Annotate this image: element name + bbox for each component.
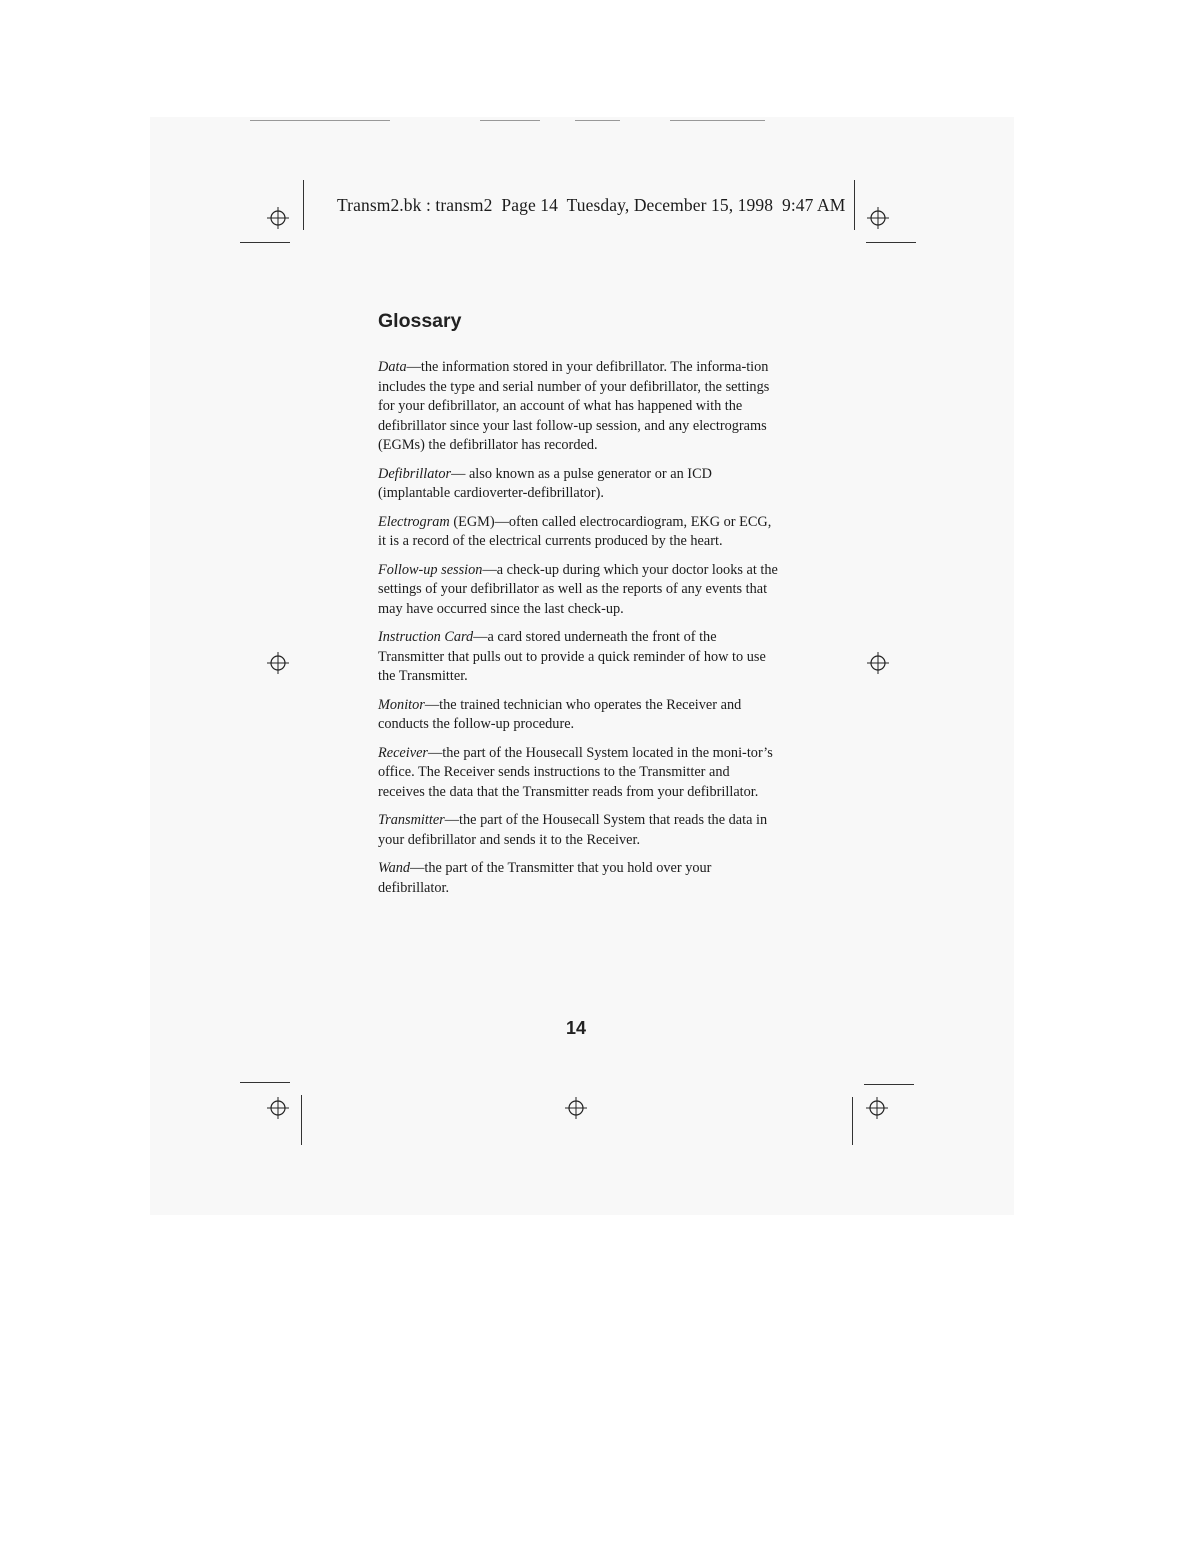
glossary-entry-instruction-card bbox=[378, 628, 778, 687]
page-title: Glossary bbox=[378, 310, 462, 332]
registration-mark-icon bbox=[267, 1097, 289, 1119]
registration-mark-icon bbox=[867, 207, 889, 229]
crop-mark-top-right-horizontal bbox=[866, 242, 916, 243]
glossary-definition: —a check-up during which your doctor looks at the settings of your defibrillator as well as the reports of any events that may have occurred since the last check-up. bbox=[378, 561, 778, 617]
glossary-term: Instruction Card bbox=[378, 629, 474, 645]
registration-mark-icon bbox=[867, 652, 889, 674]
glossary-entry-electrogram bbox=[378, 513, 778, 552]
crop-mark-top-left-horizontal bbox=[240, 242, 290, 243]
scan-artifact-line bbox=[250, 120, 390, 121]
glossary-entry-receiver bbox=[378, 744, 778, 803]
glossary-term: Electrogram bbox=[378, 513, 450, 530]
glossary-entry-transmitter bbox=[378, 811, 778, 850]
crop-mark-bottom-left-vertical bbox=[301, 1095, 302, 1145]
scan-artifact-line bbox=[670, 120, 765, 121]
registration-mark-icon bbox=[267, 207, 289, 229]
page-number: 14 bbox=[566, 1018, 587, 1038]
glossary-definition: —the trained technician who operates the Receiver and conducts the follow-up procedure. bbox=[378, 696, 742, 732]
crop-mark-bottom-left-horizontal bbox=[240, 1082, 290, 1083]
glossary-entry-follow-up-session bbox=[378, 561, 778, 620]
glossary-list bbox=[378, 358, 778, 907]
scan-artifact-line bbox=[480, 120, 540, 121]
glossary-term: Follow-up session bbox=[378, 561, 483, 578]
glossary-definition: —the part of the Housecall System located in the moni-tor’s office. The Receiver sends instructions to the Transmitter and receives the data that the Transmitter reads from your defibrillator. bbox=[378, 744, 773, 800]
glossary-term: Wand bbox=[378, 860, 411, 876]
glossary-definition: —the part of the Housecall System that reads the data in your defibrillator and sends it to the Receiver. bbox=[378, 812, 768, 848]
crop-mark-bottom-right-vertical bbox=[852, 1097, 853, 1145]
glossary-term: Transmitter bbox=[378, 812, 445, 828]
glossary-term: Defibrillator bbox=[378, 465, 452, 482]
glossary-entry-data bbox=[378, 358, 778, 456]
registration-mark-icon bbox=[866, 1097, 888, 1119]
glossary-entry-wand bbox=[378, 859, 778, 898]
glossary-definition: —a card stored underneath the front of the Transmitter that pulls out to provide a quick reminder of how to use the Transmitter. bbox=[378, 629, 766, 684]
glossary-entry-defibrillator bbox=[378, 465, 778, 504]
crop-mark-top-right-vertical bbox=[854, 180, 855, 230]
glossary-term: Data bbox=[378, 359, 407, 375]
crop-mark-top-left-vertical bbox=[303, 180, 304, 230]
glossary-term: Receiver bbox=[378, 744, 428, 761]
scan-artifact-line bbox=[575, 120, 620, 121]
glossary-definition: — also known as a pulse generator or an ICD (implantable cardioverter-defibrillator). bbox=[378, 465, 712, 501]
crop-mark-bottom-right-horizontal bbox=[864, 1084, 914, 1085]
glossary-definition: —the information stored in your defibrillator. The informa-tion includes the type and serial number of your defibrillator, the settings for your defibrillator, an account of what has happened with the defibrillator since your last follow-up session, and any electrograms (EGMs) the defibrillator has recorded. bbox=[378, 359, 770, 453]
glossary-entry-monitor bbox=[378, 696, 778, 735]
glossary-definition: (EGM)—often called electrocardiogram, EKG or ECG, it is a record of the electrical currents produced by the heart. bbox=[378, 513, 772, 549]
registration-mark-icon bbox=[267, 652, 289, 674]
glossary-definition: —the part of the Transmitter that you hold over your defibrillator. bbox=[378, 860, 712, 896]
registration-mark-icon bbox=[565, 1097, 587, 1119]
running-head: Transm2.bk : transm2 Page 14 Tuesday, December 15, 1998 9:47 AM bbox=[337, 195, 846, 215]
glossary-term: Monitor bbox=[378, 696, 425, 713]
